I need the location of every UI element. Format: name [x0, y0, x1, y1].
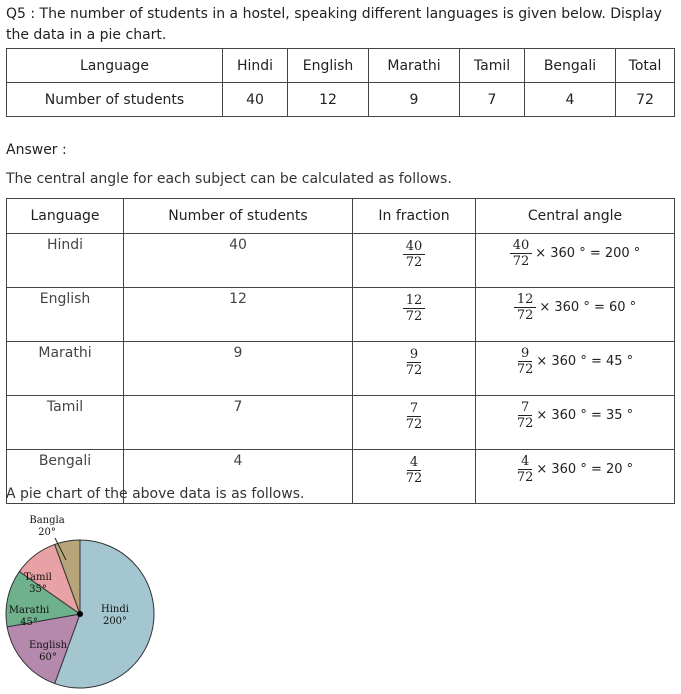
- fraction-numerator: 40: [403, 239, 426, 255]
- pie-center-dot: [77, 611, 83, 617]
- fraction-numerator: 12: [403, 293, 426, 309]
- angle-formula: × 360 ° = 35 °: [536, 408, 634, 423]
- pie-angle-tamil: 35°: [29, 584, 47, 595]
- language-cell: Marathi: [7, 342, 124, 396]
- language-cell: Bengali: [7, 450, 124, 504]
- fraction-numerator: 7: [518, 400, 532, 416]
- students-cell: 12: [124, 288, 353, 342]
- fraction-numerator: 12: [514, 292, 537, 308]
- header-cell: Tamil: [460, 49, 525, 83]
- row-cell: 40: [223, 83, 288, 117]
- pie-label-english: English: [28, 640, 68, 651]
- angle-formula: × 360 ° = 200 °: [535, 246, 641, 261]
- row-cell: 4: [525, 83, 616, 117]
- header-cell: Hindi: [223, 49, 288, 83]
- pie-angle-marathi: 45°: [20, 617, 38, 628]
- students-cell: 4: [124, 450, 353, 504]
- header-cell: Language: [7, 49, 223, 83]
- row-cell: 72: [616, 83, 675, 117]
- header-cell: Number of students: [124, 199, 353, 234]
- fraction-denominator: 72: [405, 255, 423, 270]
- header-cell: In fraction: [353, 199, 476, 234]
- angle-formula: × 360 ° = 45 °: [536, 354, 634, 369]
- angle-formula: × 360 ° = 20 °: [536, 462, 634, 477]
- header-cell: Central angle: [476, 199, 675, 234]
- fraction-denominator: 72: [512, 254, 530, 269]
- question-body: The number of students in a hostel, speaking different languages is given below. Display the data in a pie chart.: [6, 6, 662, 43]
- header-cell: Language: [7, 199, 124, 234]
- fraction-numerator: 9: [407, 347, 421, 363]
- fraction-numerator: 9: [518, 346, 532, 362]
- language-cell: Hindi: [7, 234, 124, 288]
- fraction-denominator: 72: [516, 416, 534, 431]
- pie-label-tamil: Tamil: [24, 572, 52, 583]
- header-cell: Total: [616, 49, 675, 83]
- pie-intro-text: A pie chart of the above data is as follows.: [6, 486, 305, 502]
- language-cell: Tamil: [7, 396, 124, 450]
- question-label: Q5 :: [6, 6, 36, 22]
- students-cell: 7: [124, 396, 353, 450]
- pie-label-marathi: Marathi: [8, 605, 50, 616]
- fraction-numerator: 40: [510, 238, 533, 254]
- angle-formula: × 360 ° = 60 °: [539, 300, 637, 315]
- fraction-denominator: 72: [405, 417, 423, 432]
- row-cell: Number of students: [7, 83, 223, 117]
- fraction-numerator: 7: [407, 401, 421, 417]
- intro-text: The central angle for each subject can be calculated as follows.: [6, 171, 452, 187]
- header-cell: English: [288, 49, 369, 83]
- header-cell: Marathi: [369, 49, 460, 83]
- fraction-denominator: 72: [405, 363, 423, 378]
- pie-angle-bangla: 20°: [38, 527, 56, 538]
- row-cell: 7: [460, 83, 525, 117]
- fraction-denominator: 72: [516, 308, 534, 323]
- pie-label-bangla: Bangla: [29, 515, 65, 526]
- fraction-denominator: 72: [516, 470, 534, 485]
- header-cell: Bengali: [525, 49, 616, 83]
- row-cell: 12: [288, 83, 369, 117]
- students-cell: 40: [124, 234, 353, 288]
- fraction-denominator: 72: [405, 309, 423, 324]
- pie-angle-english: 60°: [39, 652, 57, 663]
- fraction-numerator: 4: [518, 454, 532, 470]
- pie-angle-hindi: 200°: [102, 616, 128, 627]
- language-cell: English: [7, 288, 124, 342]
- answer-label: Answer :: [6, 142, 67, 158]
- fraction-denominator: 72: [405, 471, 423, 486]
- fraction-denominator: 72: [516, 362, 534, 377]
- pie-label-hindi: Hindi: [101, 604, 129, 615]
- fraction-numerator: 4: [407, 455, 421, 471]
- row-cell: 9: [369, 83, 460, 117]
- students-cell: 9: [124, 342, 353, 396]
